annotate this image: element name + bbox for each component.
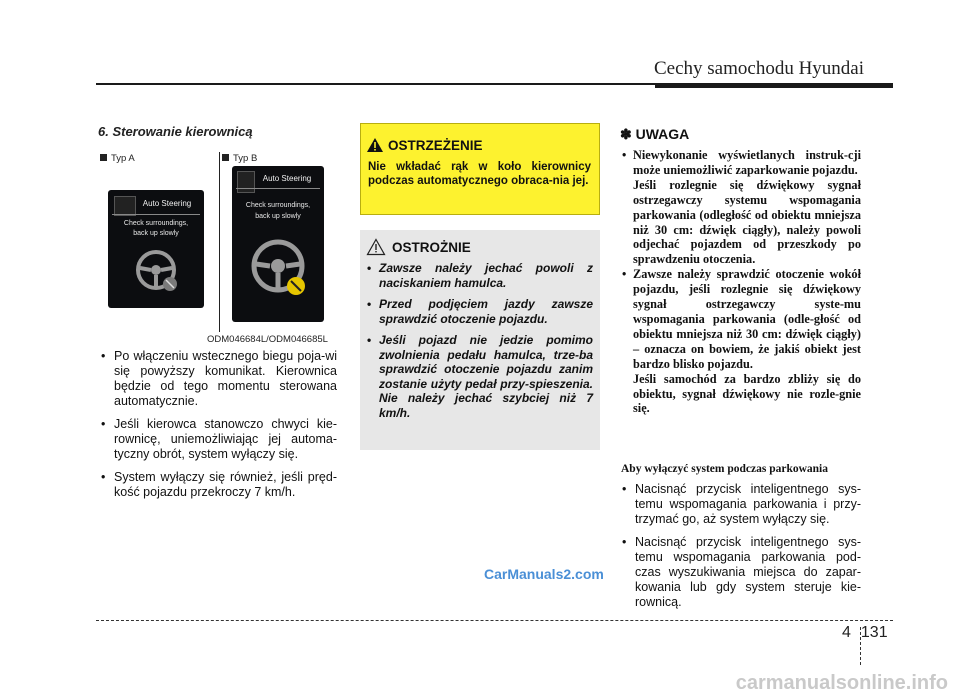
chapter-number: 4 bbox=[842, 624, 851, 641]
display-screen-type-b bbox=[232, 166, 324, 322]
section-bullets bbox=[100, 349, 337, 508]
figure-label-a-text: Typ A bbox=[111, 153, 135, 164]
list-item: • System wyłączy się również, jeśli pręd-kość pojazdu przekroczy 7 km/h. bbox=[100, 470, 337, 500]
list-item: • Zawsze należy jechać powoli z naciskaniem hamulca. bbox=[366, 261, 593, 290]
note-item-continuation: Jeśli rozlegnie się dźwiękowy sygnał ostrzegawczy systemu wspomagania parkowania (odległość od obiektu mniejsza niż 30 cm: dźwięk ciągły), należy powoli odjechać pojazdem od przeszkody po sprawdzeniu otoczenia. bbox=[633, 177, 861, 267]
steering-wheel-icon bbox=[134, 248, 182, 296]
list-item: • Nacisnąć przycisk inteligentnego sys-temu wspomagania parkowania i przy-trzymać go, aż system wyłączy się. bbox=[621, 482, 861, 527]
figure-divider bbox=[219, 152, 220, 332]
list-item: • Jeśli kierowca stanowczo chwyci kie-rownicę, uniemożliwiając jej automa-tyczny obrót, system wyłączy się. bbox=[100, 417, 337, 462]
page-number bbox=[842, 624, 888, 642]
page-number-value: 131 bbox=[860, 624, 888, 641]
list-item: • Jeśli pojazd nie jedzie pomimo zwolnienia pedału hamulca, trze-ba sprawdzić otoczenie pojazdu zanim zostanie użyty pedał przy-spieszenia. Nie należy jechać szybciej niż 7 km/h. bbox=[366, 333, 593, 420]
screen-message-1: Check surroundings, bbox=[123, 220, 189, 227]
screen-title: Auto Steering bbox=[262, 174, 312, 183]
screen-message-2: back up slowly bbox=[133, 230, 179, 237]
figure-caption: ODM046684L/ODM046685L bbox=[207, 334, 328, 345]
screen-separator bbox=[236, 188, 320, 189]
note-item-text: • Niewykonanie wyświetlanych instruk-cji może uniemożliwić zaparkowanie pojazdu. bbox=[633, 148, 861, 177]
footer-logo-link[interactable]: carmanualsonline.info bbox=[735, 672, 948, 694]
page-number-divider bbox=[860, 627, 862, 665]
screen-title: Auto Steering bbox=[142, 199, 192, 208]
caution-list bbox=[366, 261, 593, 427]
warning-title: OSTRZEŻENIE bbox=[388, 138, 483, 153]
list-item: • Przed podjęciem jazdy zawsze sprawdzić otoczenie pojazdu. bbox=[366, 297, 593, 326]
note-item-continuation: Jeśli samochód za bardzo zbliży się do obiektu, sygnał dźwiękowy nie rozle-gnie się. bbox=[633, 371, 861, 416]
square-bullet-icon bbox=[100, 154, 107, 161]
display-screen-type-a bbox=[108, 190, 204, 308]
square-bullet-icon bbox=[222, 154, 229, 161]
header-accent-bar bbox=[655, 83, 893, 88]
deactivation-bullets bbox=[621, 482, 861, 618]
running-header: Cechy samochodu Hyundai bbox=[653, 58, 864, 79]
section-heading: 6. Sterowanie kierownicą bbox=[98, 124, 253, 139]
figure-label-b bbox=[222, 153, 257, 164]
caution-title: OSTROŻNIE bbox=[392, 240, 471, 255]
list-item: • Nacisnąć przycisk inteligentnego sys-temu wspomagania parkowania pod-czas wyszukiwania miejsca do zapar-kowania lub gdy system steruje kie-rownicą. bbox=[621, 535, 861, 610]
note-heading: ✽ UWAGA bbox=[620, 126, 690, 142]
footer-rule bbox=[96, 620, 893, 621]
note-item-text: • Zawsze należy sprawdzić otoczenie wokół pojazdu, jeśli rozlegnie się dźwiękowy sygnał ostrzegawczy syste-mu wspomagania parkowania (odle-głość od obiektu mniejsza niż 30 cm: dźwięk ciągły) – oznacza on bowiem, że jakiś obiekt jest bardzo blisko pojazdu. bbox=[633, 267, 861, 371]
figure-label-a bbox=[100, 153, 135, 164]
caution-triangle-icon bbox=[366, 238, 386, 256]
warning-text: Nie wkładać rąk w koło kierownicy podczas automatycznego obraca-nia jej. bbox=[368, 161, 591, 187]
figure-label-b-text: Typ B bbox=[233, 153, 258, 164]
list-item bbox=[621, 148, 861, 267]
screen-separator bbox=[112, 214, 200, 215]
list-item bbox=[621, 267, 861, 416]
subheading: Aby wyłączyć system podczas parkowania bbox=[621, 463, 828, 475]
watermark-link[interactable]: CarManuals2.com bbox=[484, 566, 604, 582]
note-list bbox=[621, 148, 861, 416]
screen-message-1: Check surroundings, bbox=[245, 202, 311, 209]
list-item: • Po włączeniu wstecznego biegu poja-wi się powyższy komunikat. Kierownica będzie od tego momentu sterowana automatycznie. bbox=[100, 349, 337, 409]
steering-wheel-icon bbox=[248, 238, 312, 302]
screen-message-2: back up slowly bbox=[255, 213, 301, 220]
warning-triangle-icon bbox=[366, 137, 384, 153]
